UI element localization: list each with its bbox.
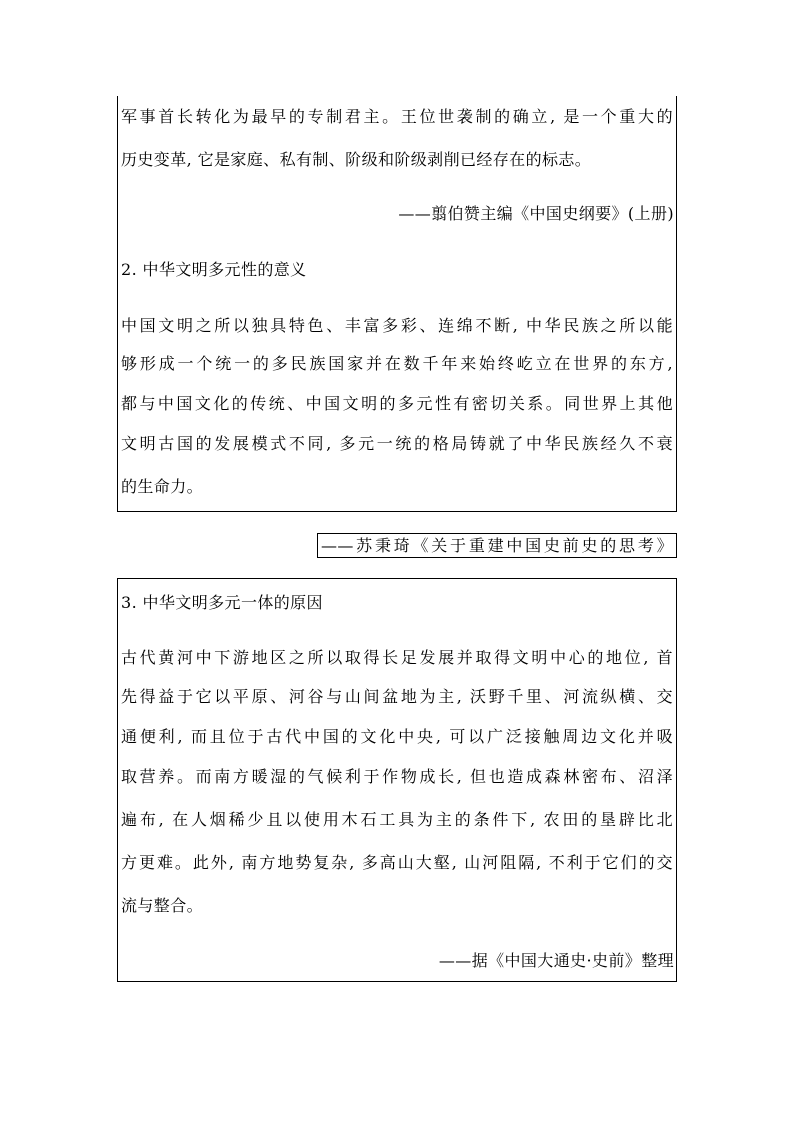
section3-line-5: 遍布, 在人烟稀少且以使用木石工具为主的条件下, 农田的垦辟比北 — [121, 810, 673, 829]
section2-line-1: 中国文明之所以独具特色、丰富多彩、连绵不断, 中华民族之所以能 — [121, 316, 673, 335]
section3-line-4: 取营养。而南方暖湿的气候利于作物成长, 但也造成森林密布、沼泽 — [121, 767, 673, 786]
section3-line-2: 先得益于它以平原、河谷与山间盆地为主, 沃野千里、河流纵横、交 — [121, 687, 673, 706]
section1-source: ——翦伯赞主编《中国史纲要》(上册) — [398, 204, 674, 223]
section1-line-2: 历史变革, 它是家庭、私有制、阶级和阶级剥削已经存在的标志。 — [121, 150, 592, 169]
section2-line-4: 文明古国的发展模式不同, 多元一统的格局铸就了中华民族经久不衰 — [121, 434, 673, 453]
section3-line-3: 通便利, 而且位于古代中国的文化中央, 可以广泛接触周边文化并吸 — [121, 727, 673, 746]
section3-line-6: 方更难。此外, 南方地势复杂, 多高山大壑, 山河阻隔, 不利于它们的交 — [121, 853, 673, 872]
section3-line-1: 古代黄河中下游地区之所以取得长足发展并取得文明中心的地位, 首 — [121, 648, 673, 667]
section2-heading: 2. 中华文明多元性的意义 — [121, 260, 307, 279]
section2-line-5: 的生命力。 — [121, 477, 204, 496]
section2-source: ——苏秉琦《关于重建中国史前史的思考》 — [321, 536, 673, 555]
section1-line-1: 军事首长转化为最早的专制君主。王位世袭制的确立, 是一个重大的 — [121, 107, 673, 126]
section3-line-7: 流与整合。 — [121, 896, 204, 915]
section3-heading: 3. 中华文明多元一体的原因 — [121, 593, 323, 612]
section2-line-2: 够形成一个统一的多民族国家并在数千年来始终屹立在世界的东方, — [121, 354, 673, 373]
section3-source: ——据《中国大通史·史前》整理 — [438, 951, 674, 970]
section2-line-3: 都与中国文化的传统、中国文明的多元性有密切关系。同世界上其他 — [121, 394, 673, 413]
